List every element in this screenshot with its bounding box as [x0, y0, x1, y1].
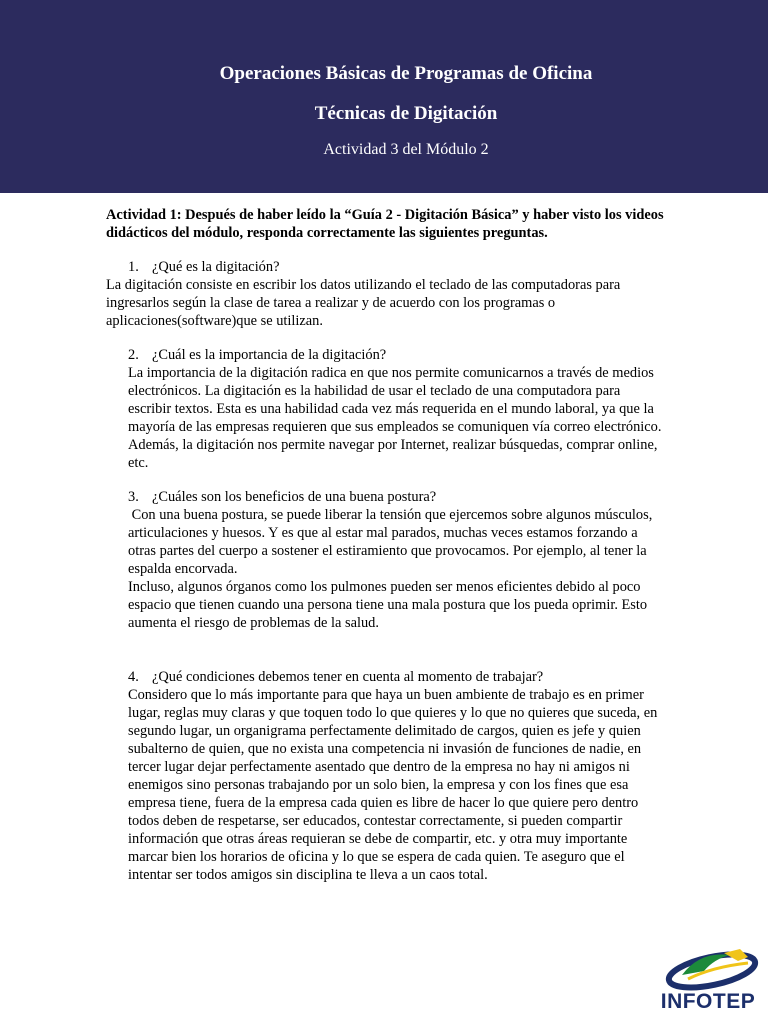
question-4 — [106, 668, 666, 686]
document-subtitle: Técnicas de Digitación — [314, 103, 498, 124]
question-2 — [106, 346, 666, 364]
answer-1: La digitación consiste en escribir los datos utilizando el teclado de las computadoras para ingresarlos según la clase de tarea a realizar y de acuerdo con los programas o aplicaciones(software)que se utilizan. — [106, 277, 621, 329]
answer-2: La importancia de la digitación radica en que nos permite comunicarnos a través de medios electrónicos. La digitación es la habilidad de usar el teclado de una computadora para escribir textos. Esta es una habilidad cada vez más requerida en el mundo laboral, ya que la mayoría de las empresas requieren que sus empleados se comuniquen vía correo electrónico. Además, la digitación nos permite navegar por Internet, realizar búsquedas, comprar online, etc. — [128, 365, 662, 471]
question-text: ¿Cuáles son los beneficios de una buena postura? — [152, 489, 437, 505]
infotep-logo — [652, 945, 764, 1020]
question-number: 1. — [128, 259, 139, 275]
question-text: ¿Cuál es la importancia de la digitación? — [152, 347, 387, 363]
document-title: Operaciones Básicas de Programas de Oficina — [219, 63, 593, 84]
answer-3: Con una buena postura, se puede liberar la tensión que ejercemos sobre algunos músculos, articulaciones y huesos. Y es que al estar mal parados, muchas veces estamos forzando a otras partes del cuerpo a sostener el estiramiento que provocamos. Por ejemplo, al tener la espalda encorvada. — [128, 507, 656, 577]
document-body — [106, 206, 666, 884]
answer-4: Considero que lo más importante para que haya un buen ambiente de trabajo es en primer lugar, reglas muy claras y que toquen todo lo que quieres y lo que no quieres que suceda, en segundo lugar, un organigrama perfectamente delimitado de cargos, quien es jefe y quien subalterno de quien, que no exista una competencia ni invasión de funciones de nadie, en tercer lugar dejar perfectamente asentado que dentro de la empresa no hay ni amigos ni enemigos sino personas trabajando por un solo bien, la empresa y con los fines que esa empresa tiene, fuera de la empresa cada quien es libre de hacer lo que quiere pero dentro todos deben de respetarse, ser educados, contestar correctamente, si pueden compartir información que otras áreas requieran se debe de compartir, etc. y otra muy importante marcar bien los horarios de oficina y lo que se espera de cada quien. Te aseguro que el intentar ser todos amigos sin disciplina te lleva a un caos total. — [128, 687, 658, 883]
activity-label: Actividad 3 del Módulo 2 — [323, 141, 489, 158]
question-number: 3. — [128, 489, 139, 505]
activity-instructions: Actividad 1: Después de haber leído la “Guía 2 - Digitación Básica” y haber visto los videos didácticos del módulo, responda correctamente las siguientes preguntas. — [106, 207, 664, 241]
question-number: 4. — [128, 669, 139, 685]
logo-text: INFOTEP — [660, 990, 756, 1013]
question-number: 2. — [128, 347, 139, 363]
question-1 — [106, 258, 666, 276]
answer-3-continued: Incluso, algunos órganos como los pulmones pueden ser menos eficientes debido al poco espacio que tienen cuando una persona tiene una mala postura que los pueda oprimir. Esto aumenta el riesgo de problemas de la salud. — [128, 579, 648, 631]
header-banner — [0, 0, 768, 193]
infotep-globe-logo-icon — [652, 945, 764, 995]
question-3 — [106, 488, 666, 506]
question-text: ¿Qué es la digitación? — [152, 259, 280, 275]
question-text: ¿Qué condiciones debemos tener en cuenta al momento de trabajar? — [152, 669, 544, 685]
